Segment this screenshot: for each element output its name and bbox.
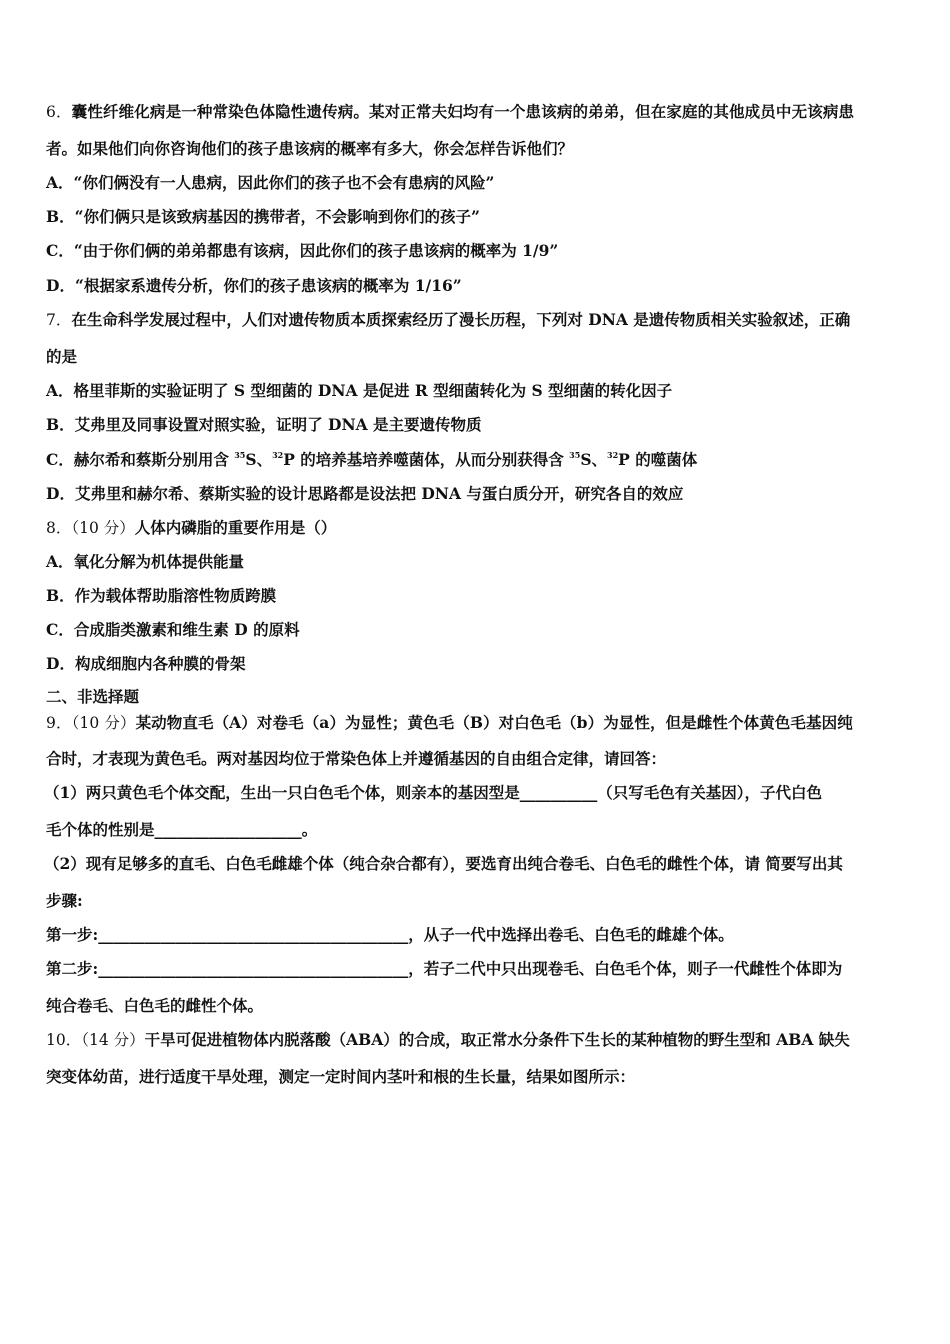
q9-part2-line1: （2）现有足够多的直毛、白色毛雌雄个体（纯合杂合都有），要选育出纯合卷毛、白色毛的雌性个体，请 简要写出其	[44, 854, 843, 873]
q9-stem-line1	[46, 712, 910, 734]
q7-option-c-part2: S、	[245, 450, 273, 469]
q7-option-b: B．艾弗里及同事设置对照实验，证明了 DNA 是主要遗传物质	[46, 415, 482, 434]
q8-option-b: B．作为载体帮助脂溶性物质跨膜	[46, 586, 277, 605]
q6-number: 6．	[46, 103, 72, 121]
q8-option-c: C．合成脂类激素和维生素 D 的原料	[46, 620, 300, 639]
q8-option-d: D．构成细胞内各种膜的骨架	[46, 654, 246, 673]
q7-number: 7．	[46, 311, 72, 329]
q7-option-c-part5: P 的噬菌体	[618, 450, 698, 469]
q7-option-a: A．格里菲斯的实验证明了 S 型细菌的 DNA 是促进 R 型细菌转化为 S 型细菌的转化因子	[46, 381, 673, 400]
q8-option-a: A．氧化分解为机体提供能量	[46, 552, 245, 571]
q10-stem-line1	[46, 1029, 910, 1051]
q6-stem-line1	[46, 101, 910, 123]
q8-number: 8．	[46, 519, 72, 537]
q10-points: （14 分）	[81, 1031, 145, 1049]
q8-points: （10 分）	[71, 519, 135, 537]
q9-part1-line1: （1）两只黄色毛个体交配，生出一只白色毛个体，则亲本的基因型是__________（只写毛色有关基因），子代白色	[44, 783, 823, 802]
q6-option-b: B．“你们俩只是该致病基因的携带者，不会影响到你们的孩子”	[46, 207, 480, 226]
q10-stem-line2: 突变体幼苗，进行适度干旱处理，测定一定时间内茎叶和根的生长量，结果如图所示：	[46, 1067, 636, 1086]
q7-option-c-part3: P 的培养基培养噬菌体，从而分别获得含	[283, 450, 570, 469]
q6-option-a: A．“你们俩没有一人患病，因此你们的孩子也不会有患病的风险”	[46, 173, 495, 192]
q6-stem-text1: 囊性纤维化病是一种常染色体隐性遗传病。某对正常夫妇均有一个患该病的弟弟，但在家庭的其他成员中无该病患	[71, 102, 855, 121]
q6-stem-line2: 者。如果他们向你咨询他们的孩子患该病的概率有多大，你会怎样告诉他们？	[46, 139, 574, 158]
q9-part2-line2: 步骤:	[46, 891, 83, 910]
q9-stem-text1: 某动物直毛（A）对卷毛（a）为显性；黄色毛（B）对白色毛（b）为显性，但是雌性个体黄色毛基因纯	[135, 713, 853, 732]
q6-option-c: C．“由于你们俩的弟弟都患有该病，因此你们的孩子患该病的概率为 1/9”	[46, 241, 559, 260]
q8-stem	[46, 517, 910, 539]
q6-option-d: D．“根据家系遗传分析，你们的孩子患该病的概率为 1/16”	[46, 276, 462, 295]
section-title: 二、非选择题	[46, 687, 140, 706]
q7-option-c	[46, 449, 910, 471]
q7-option-c-sup3: 35	[569, 450, 581, 460]
q9-points: （10 分）	[71, 714, 136, 732]
q7-stem-line1	[46, 309, 910, 331]
q10-stem-text1: 干旱可促进植物体内脱落酸（ABA）的合成，取正常水分条件下生长的某种植物的野生型和 ABA 缺失	[144, 1030, 850, 1049]
q9-step2-line1: 第二步:________________________________________，若子二代中只出现卷毛、白色毛个体，则子一代雌性个体即为	[46, 959, 843, 978]
q7-option-d: D．艾弗里和赫尔希、蔡斯实验的设计思路都是设法把 DNA 与蛋白质分开，研究各自的效应	[46, 484, 684, 503]
q9-number: 9．	[46, 714, 72, 732]
q9-step2-line2: 纯合卷毛、白色毛的雌性个体。	[46, 996, 264, 1015]
q10-number: 10．	[46, 1031, 82, 1049]
q9-stem-line2: 合时，才表现为黄色毛。两对基因均位于常染色体上并遵循基因的自由组合定律，请回答：	[46, 749, 667, 768]
q9-step1: 第一步:________________________________________，从子一代中选择出卷毛、白色毛的雌雄个体。	[46, 925, 734, 944]
q7-option-c-part4: S、	[580, 450, 608, 469]
q7-stem-text1: 在生命科学发展过程中，人们对遗传物质本质探索经历了漫长历程，下列对 DNA 是遗传物质相关实验叙述，正确	[71, 310, 851, 329]
q7-option-c-part1: C．赫尔希和蔡斯分别用含	[46, 450, 235, 469]
q7-option-c-sup4: 32	[607, 450, 619, 460]
q9-part1-line2: 毛个体的性别是___________________。	[46, 820, 318, 839]
q7-option-c-sup1: 35	[234, 450, 246, 460]
q7-stem-line2: 的是	[46, 347, 78, 366]
q8-stem-text: 人体内磷脂的重要作用是（）	[134, 518, 337, 537]
q7-option-c-sup2: 32	[272, 450, 284, 460]
